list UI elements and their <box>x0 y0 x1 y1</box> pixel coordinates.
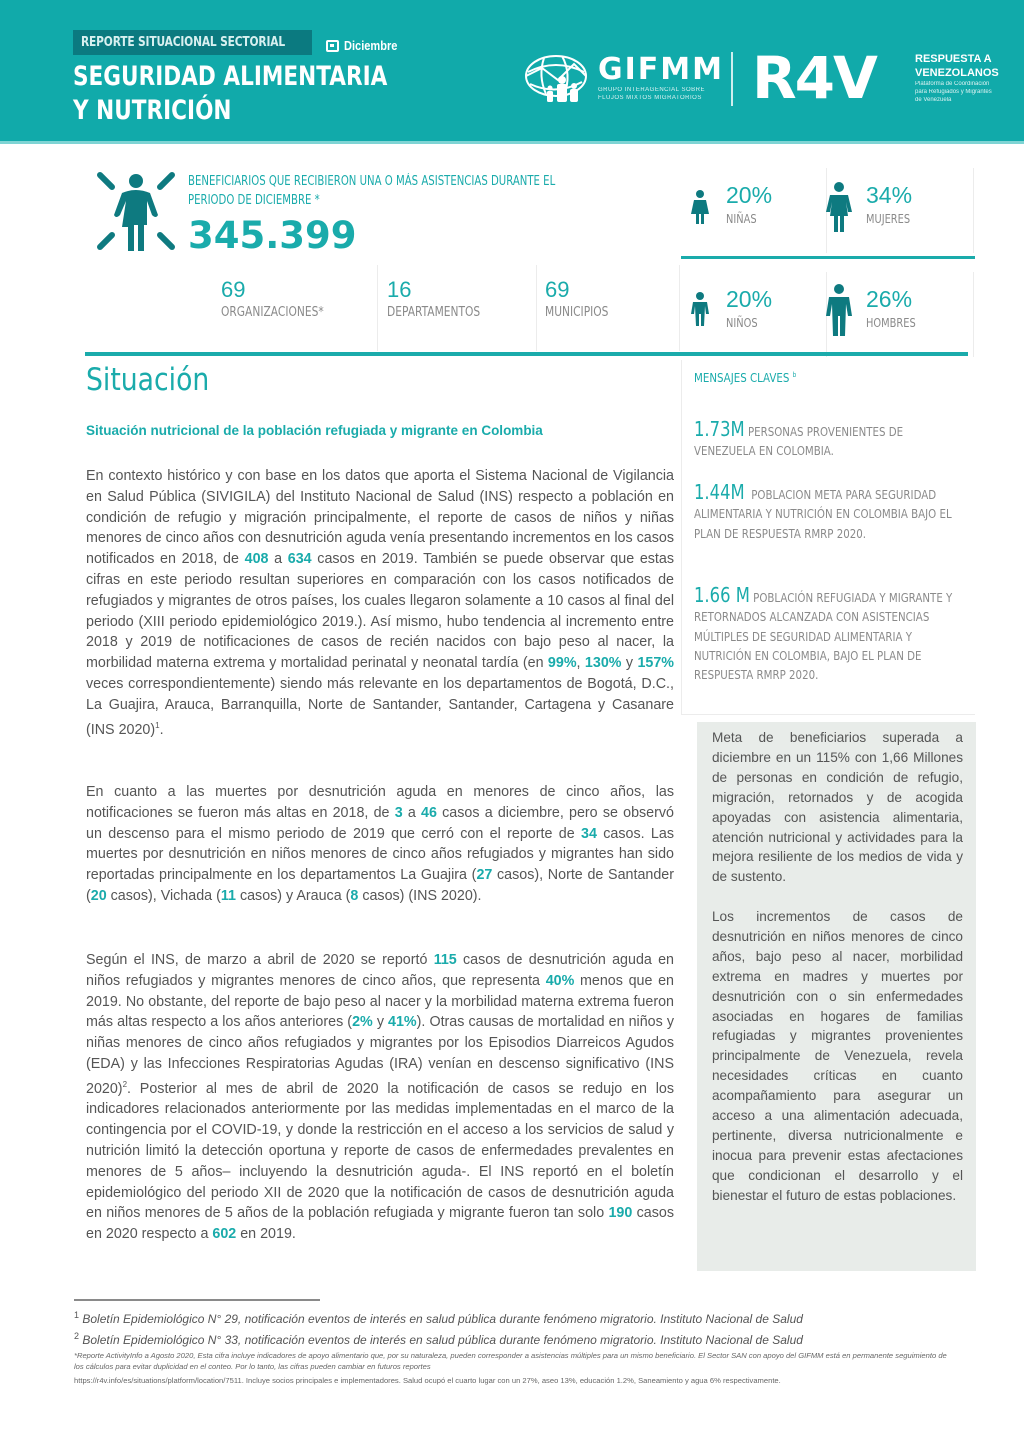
header-divider <box>0 141 1024 144</box>
stat-departments: 16 DEPARTAMENTOS <box>378 265 537 351</box>
footnote-1: $^1$ Boletín Epidemiológico N° 29, notificación eventos de interés en salud pública durante fenómeno migratorio. Instituto Nacional de Salud <box>74 1310 803 1326</box>
beneficiary-person-icon <box>92 167 180 255</box>
page-title: SEGURIDAD ALIMENTARIA Y NUTRICIÓN <box>73 61 388 126</box>
section-subtitle: Situación nutricional de la población refugiada y migrante en Colombia <box>86 423 543 438</box>
beneficiaries-label: BENEFICIARIOS QUE RECIBIERON UNA O MÁS ASISTENCIAS DURANTE EL PERIODO DE DICIEMBRE * <box>188 174 556 208</box>
globe-family-icon <box>522 50 592 106</box>
footnote-note-links: https://r4v.info/es/situations/platform/location/7511. Incluye socios principales e implementadores. Salud ocupó el cuarto lugar con un 27%, aseo 13%, educación 1.2%, Saneamiento y agua 6% respectivamente. <box>74 1376 781 1385</box>
demo-men: 26% HOMBRES <box>818 272 974 357</box>
key-messages-title: MENSAJES CLAVES $^b$ <box>694 370 797 385</box>
beneficiaries-total: 345.399 <box>188 214 357 257</box>
highlight-paragraph-1: Meta de beneficiarios superada a diciembre en un 115% con 1,66 Millones de personas en condición de refugio, migración, retornados y de acogida apoyadas con asistencia alimentaria, atención nutricional y actividades para la mejora resiliente de los medios de vida y de sustento. <box>712 730 963 885</box>
section-divider <box>85 352 968 356</box>
demo-women: 34% MUJERES <box>818 168 974 253</box>
r4v-logo: R4V <box>752 44 876 112</box>
report-type-tag: REPORTE SITUACIONAL SECTORIAL <box>73 30 312 55</box>
footnote-divider <box>74 1299 320 1301</box>
key-message-1: 1.73M PERSONAS PROVENIENTES DE VENEZUELA EN COLOMBIA. <box>694 417 904 459</box>
demographics-divider <box>681 256 975 259</box>
key-message-3: 1.66 M POBLACIÓN REFUGIADA Y MIGRANTE Y RETORNADOS ALCANZADA CON ASISTENCIAS MÚLTIPLES DE SEGURIDAD ALIMENTARIA Y NUTRICIÓN EN COLOMBIA, BAJO EL PLAN DE RESPUESTA RMRP 2020. <box>694 583 953 683</box>
woman-icon <box>826 182 852 232</box>
logo-divider <box>731 52 733 106</box>
report-date: Diciembre <box>326 38 407 53</box>
highlight-paragraph-2: Los incrementos de casos de desnutrición en niños menores de cinco años, bajo peso al nacer, morbilidad extrema en madres y muertes por desnutrición con o sin enfermedades asociadas en hogares de familias refugiadas y migrantes provenientes principalmente de Venezuela, revela necesidades críticas en cuanto acompañamiento para asegurar un acceso a una alimentación adecuada, pertinente, diversa nutricionalmente e inocua para prevenir estas afectaciones que condicionan el desarrollo y el bienestar el futuro de estas poblaciones. <box>712 909 963 1203</box>
man-icon <box>826 284 852 336</box>
key-messages-bottom-border <box>681 714 975 715</box>
paragraph-2: En cuanto a las muertes por desnutrición aguda en menores de cinco años, las notificaciones se fueron más altas en 2018, de 3 a 46 casos a diciembre, pero se observó un descenso para el mismo periodo de 2019 que cerró con el reporte de 34 casos. Las muertes por desnutrición en niños menores de cinco años refugiados y migrantes han sido reportadas principalmente en los departamentos La Guajira (27 casos), Norte de Santander (20 casos), Vichada (11 casos) y Arauca (8 casos) (INS 2020). <box>86 784 675 904</box>
paragraph-1: En contexto histórico y con base en los datos que aporta el Sistema Nacional de Vigilancia en Salud Pública (SIVIGILA) del Instituto Nacional de Salud (INS) respecto a población en condición de refugio y migración principalmente, el reporte de casos de niños y niñas menores de cinco años con desnutrición aguda venía presentando incrementos en los casos notificados en 2018, de 408 a 634 casos en 2019. También se puede observar que estas cifras en este periodo resultan superiores en comparación con los casos notificados de refugiados y migrantes de otros países, los cuales llegaron solamente a 10 casos al final del periodo (XIII periodo epidemiológico 2019.). Así mismo, hubo tendencia al incremento entre 2018 y 2019 de notificaciones de casos de recién nacidos con bajo peso al nacer, la morbilidad materna extrema y mortalidad perinatal y neonatal tardía (en 99%, 130% y 157% veces correspondientemente) siendo más relevante en los departamentos de Bogotá, D.C., La Guajira, Arauca, Barranquilla, Norte de Santander, Santander, Cartagena y Casanare (INS 2020)$^1$. <box>86 468 675 738</box>
key-messages <box>694 370 966 683</box>
gifmm-logo: GIFMM GRUPO INTERAGENCIAL SOBRE FLUJOS MIXTOS MIGRATORIOS <box>522 50 724 106</box>
girl-icon <box>691 190 709 224</box>
demo-girls: 20% NIÑAS <box>681 168 827 253</box>
demo-boys: 20% NIÑOS <box>681 272 827 357</box>
stat-municipalities: 69 MUNICIPIOS <box>537 265 680 351</box>
calendar-icon <box>326 40 339 52</box>
footnote-2: $^2$ Boletín Epidemiológico N° 33, notificación eventos de interés en salud pública durante fenómeno migratorio. Instituto Nacional de Salud <box>74 1331 803 1347</box>
sidebar-border <box>681 360 682 715</box>
section-title-situacion: Situación <box>86 362 210 398</box>
header-banner <box>0 0 1024 143</box>
footnote-note-asterisk: *Reporte ActivityInfo a Agosto 2020, Esta cifra incluye indicadores de apoyo alimentario que, por su naturaleza, pueden corresponder a asistencias múltiples para un mismo beneficiario. El Sector SAN con apoyo del GIFMM está en permanente seguimiento de los cálculos para evitar duplicidad en el conteo. Por lo tanto, las cifras pueden cambiar en futuros reportes <box>74 1351 947 1371</box>
r4v-logo-text: RESPUESTA A VENEZOLANOS Plataforma de Coordinación para Refugiados y Migrantes de Venezuela <box>915 53 999 103</box>
boy-icon <box>691 292 709 326</box>
stat-organizations: 69 ORGANIZACIONES* <box>205 265 378 351</box>
key-message-2: 1.44M POBLACION META PARA SEGURIDAD ALIMENTARIA Y NUTRICIÓN EN COLOMBIA BAJO EL PLAN DE RESPUESTA RMRP 2020. <box>694 480 952 541</box>
paragraph-3: Según el INS, de marzo a abril de 2020 se reportó 115 casos de desnutrición aguda en niños refugiados y migrantes menores de cinco años, que representa 40% menos que en 2019. No obstante, del reporte de bajo peso al nacer y la morbilidad materna extrema fueron más altas respecto a los años anteriores (2% y 41%). Otras causas de mortalidad en niños y niñas menores de cinco años refugiados y migrantes por los Episodios Diarreicos Agudos (EDA) y las Infecciones Respiratorias Agudas (IRA) venían en descenso significativo (INS 2020)$^2$. Posterior al mes de abril de 2020 la notificación de casos se redujo en los indicadores relacionados anteriormente por las medidas implementadas en el marco de la contingencia por el COVID-19, y donde la restricción en el acceso a los servicios de salud y nutrición limitó la detección oportuna y reporte de casos de enfermedades prevalentes en menores de 5 años– incluyendo la desnutrición aguda-. El INS reportó en el boletín epidemiológico del periodo XII de 2020 que la notificación de casos de desnutrición aguda en niños menores de 5 años de la población refugiada y migrante fueron tan solo 190 casos en 2020 respecto a 602 en 2019. <box>86 952 674 1243</box>
